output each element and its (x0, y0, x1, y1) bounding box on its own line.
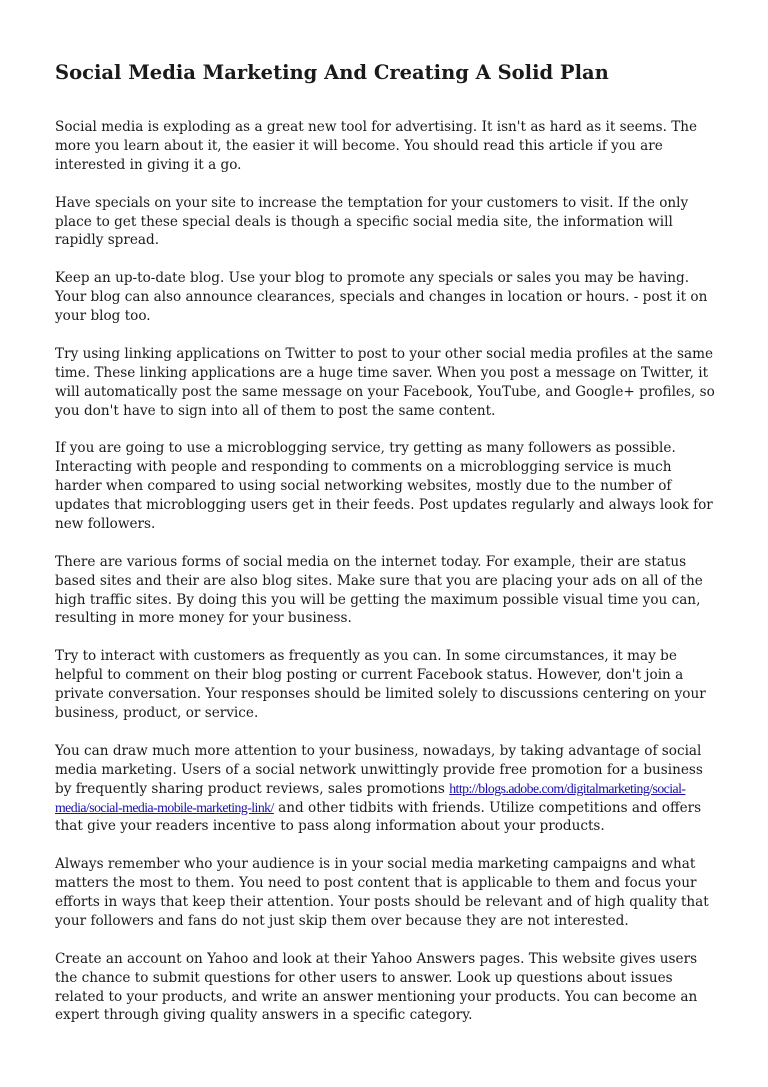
paragraph: Always remember who your audience is in your social media marketing campaigns and what matters the most to them. You need to post content that is applicable to them and focus your efforts in ways that keep their attention. Your posts should be relevant and of high quality that your followers and fans do not just skip them over because they are not interested. (55, 856, 709, 929)
document-page (55, 58, 717, 1044)
page-title: Social Media Marketing And Creating A Solid Plan (55, 61, 609, 84)
paragraph-with-link (55, 742, 717, 837)
adobe-blog-link[interactable]: http://blogs.adobe.com/digitalmarketing/social-media/social-media-mobile-marketing-link/ (55, 780, 686, 815)
paragraph: Try to interact with customers as frequently as you can. In some circumstances, it may be helpful to comment on their blog posting or current Facebook status. However, don't join a private conversation. Your responses should be limited solely to discussions centering on your business, product, or service. (55, 648, 706, 721)
paragraph: Try using linking applications on Twitter to post to your other social media profiles at the same time. These linking applications are a huge time saver. When you post a message on Twitter, it will automatically post the same message on your Facebook, YouTube, and Google+ profiles, so you don't have to sign into all of them to post the same content. (55, 345, 715, 419)
paragraph: Create an account on Yahoo and look at their Yahoo Answers pages. This website gives users the chance to submit questions for other users to answer. Look up questions about issues related to your products, and write an answer mentioning your products. You can become an expert through giving quality answers in a specific category. (55, 950, 698, 1024)
paragraph: If you are going to use a microblogging service, try getting as many followers as possible. Interacting with people and responding to comments on a microblogging service is much harder when compared to using social networking websites, mostly due to the number of updates that microblogging users get in their feeds. Post updates regularly and always look for new followers. (55, 440, 713, 532)
paragraph-text-before-link: You can draw much more attention to your business, nowadays, by taking advantage of social media marketing. Users of a social network unwittingly provide free promotion for a business by frequently sharing product reviews, sales promotions (55, 742, 703, 797)
paragraph: Social media is exploding as a great new tool for advertising. It isn't as hard as it seems. The more you learn about it, the easier it will become. You should read this article if you are interested in giving it a go. (55, 119, 698, 173)
paragraph-text-after-link: and other tidbits with friends. Utilize competitions and offers that give your readers incentive to pass along information about your products. (55, 799, 702, 835)
paragraph: Keep an up-to-date blog. Use your blog to promote any specials or sales you may be having. Your blog can also announce clearances, specials and changes in location or hours. - post it on your blog too. (55, 270, 708, 325)
paragraph: There are various forms of social media on the internet today. For example, their are status based sites and their are also blog sites. Make sure that you are placing your ads on all of the high traffic sites. By doing this you will be getting the maximum possible visual time you can, resulting in more money for your business. (55, 553, 703, 627)
paragraph: Have specials on your site to increase the temptation for your customers to visit. If the only place to get these special deals is though a specific social media site, the information will rapidly spread. (55, 194, 689, 249)
